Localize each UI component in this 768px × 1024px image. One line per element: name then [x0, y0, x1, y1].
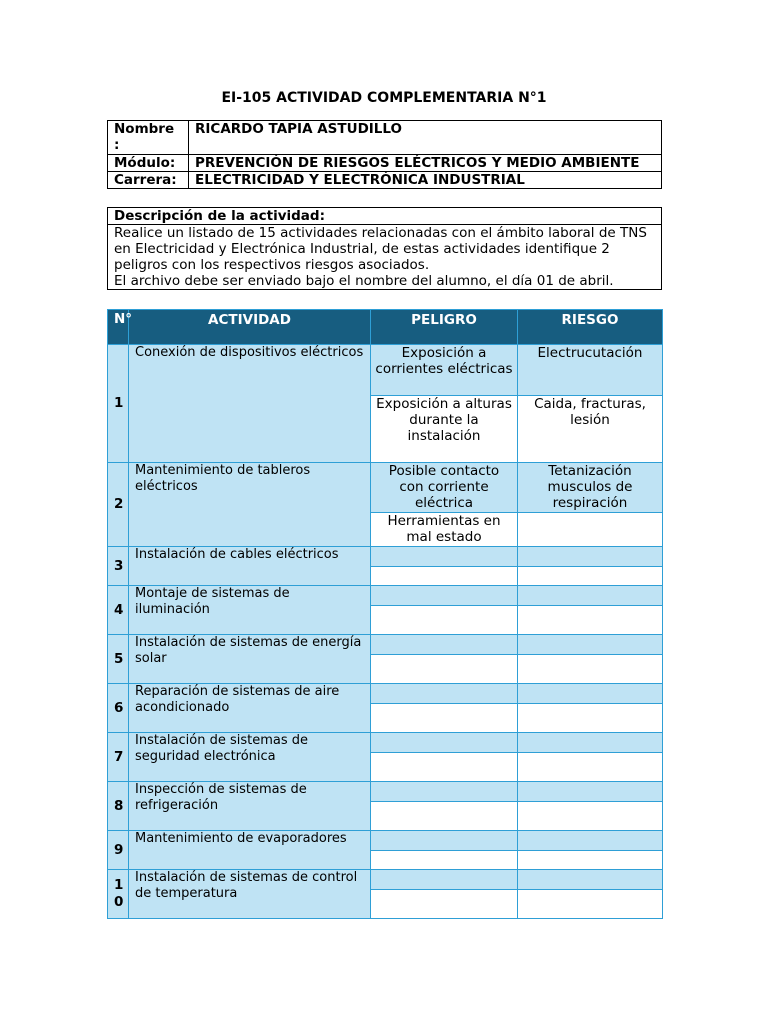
- peligro-cell: Exposición a corrientes eléctricas: [371, 345, 518, 396]
- peligro-cell: Herramientas en mal estado: [371, 513, 518, 547]
- peligro-cell: [371, 606, 518, 635]
- nombre-label: Nombre :: [108, 121, 189, 155]
- riesgo-cell: [518, 851, 663, 870]
- table-row: [108, 345, 663, 396]
- modulo-value: PREVENCIÓN DE RIESGOS ELÉCTRICOS Y MEDIO AMBIENTE: [189, 155, 662, 172]
- table-row: [108, 684, 663, 704]
- riesgo-cell: [518, 635, 663, 655]
- table-row: [108, 547, 663, 567]
- table-row: [108, 831, 663, 851]
- table-row: [108, 782, 663, 802]
- riesgo-cell: [518, 586, 663, 606]
- riesgo-cell: [518, 890, 663, 919]
- peligro-cell: [371, 586, 518, 606]
- riesgo-cell: [518, 655, 663, 684]
- peligro-cell: [371, 831, 518, 851]
- activity-cell: Instalación de cables eléctricos: [129, 547, 371, 586]
- row-number: 6: [108, 684, 129, 733]
- description-table: [107, 207, 662, 290]
- peligro-cell: [371, 635, 518, 655]
- table-row: [108, 870, 663, 890]
- row-number-text: 10: [114, 877, 124, 910]
- header-no: N°: [108, 310, 129, 345]
- peligro-cell: Posible contacto con corriente eléctrica: [371, 463, 518, 513]
- row-number: [108, 870, 129, 919]
- description-line-2: El archivo debe ser enviado bajo el nombre del alumno, el día 01 de abril.: [114, 273, 614, 289]
- table-row: [108, 586, 663, 606]
- peligro-cell: [371, 890, 518, 919]
- activity-cell: Reparación de sistemas de aire acondicionado: [129, 684, 371, 733]
- description-line-1: Realice un listado de 15 actividades relacionadas con el ámbito laboral de TNS en Electricidad y Electrónica Industrial, de estas actividades identifique 2 peligros con los respectivos riesgos asociados.: [114, 225, 647, 273]
- riesgo-cell: Caida, fracturas, lesión: [518, 396, 663, 463]
- activity-cell: Instalación de sistemas de energía solar: [129, 635, 371, 684]
- riesgo-cell: [518, 831, 663, 851]
- activity-cell: Instalación de sistemas de control de temperatura: [129, 870, 371, 919]
- info-row-nombre: [108, 121, 662, 155]
- info-row-carrera: [108, 172, 662, 189]
- activity-cell: Mantenimiento de tableros eléctricos: [129, 463, 371, 547]
- riesgo-cell: [518, 704, 663, 733]
- peligro-cell: [371, 851, 518, 870]
- nombre-value: RICARDO TAPIA ASTUDILLO: [189, 121, 662, 155]
- student-info-table: [107, 120, 662, 189]
- carrera-value: ELECTRICIDAD Y ELECTRÓNICA INDUSTRIAL: [189, 172, 662, 189]
- riesgo-cell: [518, 802, 663, 831]
- peligro-cell: [371, 870, 518, 890]
- carrera-label: Carrera:: [108, 172, 189, 189]
- riesgo-cell: [518, 606, 663, 635]
- description-header: Descripción de la actividad:: [108, 208, 662, 225]
- peligro-cell: [371, 547, 518, 567]
- row-number: 3: [108, 547, 129, 586]
- riesgo-cell: [518, 567, 663, 586]
- document-title: EI-105 ACTIVIDAD COMPLEMENTARIA N°1: [221, 90, 547, 106]
- row-number: 7: [108, 733, 129, 782]
- peligro-cell: [371, 733, 518, 753]
- peligro-cell: [371, 782, 518, 802]
- info-row-modulo: [108, 155, 662, 172]
- riesgo-cell: [518, 513, 663, 547]
- row-number: 1: [108, 345, 129, 463]
- riesgo-cell: [518, 547, 663, 567]
- peligro-cell: [371, 655, 518, 684]
- row-number: 5: [108, 635, 129, 684]
- modulo-label: Módulo:: [108, 155, 189, 172]
- row-number: 9: [108, 831, 129, 870]
- riesgo-cell: [518, 870, 663, 890]
- table-row: [108, 463, 663, 513]
- riesgo-cell: [518, 684, 663, 704]
- riesgo-cell: [518, 782, 663, 802]
- table-row: [108, 635, 663, 655]
- header-peligro: PELIGRO: [371, 310, 518, 345]
- activity-cell: Montaje de sistemas de iluminación: [129, 586, 371, 635]
- activities-table: [107, 309, 663, 919]
- description-body-row: [108, 225, 662, 290]
- riesgo-cell: [518, 753, 663, 782]
- row-number: 8: [108, 782, 129, 831]
- peligro-cell: [371, 802, 518, 831]
- description-header-row: [108, 208, 662, 225]
- peligro-cell: [371, 753, 518, 782]
- row-number: 2: [108, 463, 129, 547]
- riesgo-cell: Tetanización musculos de respiración: [518, 463, 663, 513]
- peligro-cell: [371, 704, 518, 733]
- activity-cell: Mantenimiento de evaporadores: [129, 831, 371, 870]
- riesgo-cell: Electrucutación: [518, 345, 663, 396]
- peligro-cell: Exposición a alturas durante la instalación: [371, 396, 518, 463]
- activities-header-row: [108, 310, 663, 345]
- riesgo-cell: [518, 733, 663, 753]
- table-row: [108, 733, 663, 753]
- peligro-cell: [371, 567, 518, 586]
- header-riesgo: RIESGO: [518, 310, 663, 345]
- activity-cell: Instalación de sistemas de seguridad electrónica: [129, 733, 371, 782]
- activity-cell: Inspección de sistemas de refrigeración: [129, 782, 371, 831]
- peligro-cell: [371, 684, 518, 704]
- activity-cell: Conexión de dispositivos eléctricos: [129, 345, 371, 463]
- header-actividad: ACTIVIDAD: [129, 310, 371, 345]
- description-body: [108, 225, 662, 290]
- row-number: 4: [108, 586, 129, 635]
